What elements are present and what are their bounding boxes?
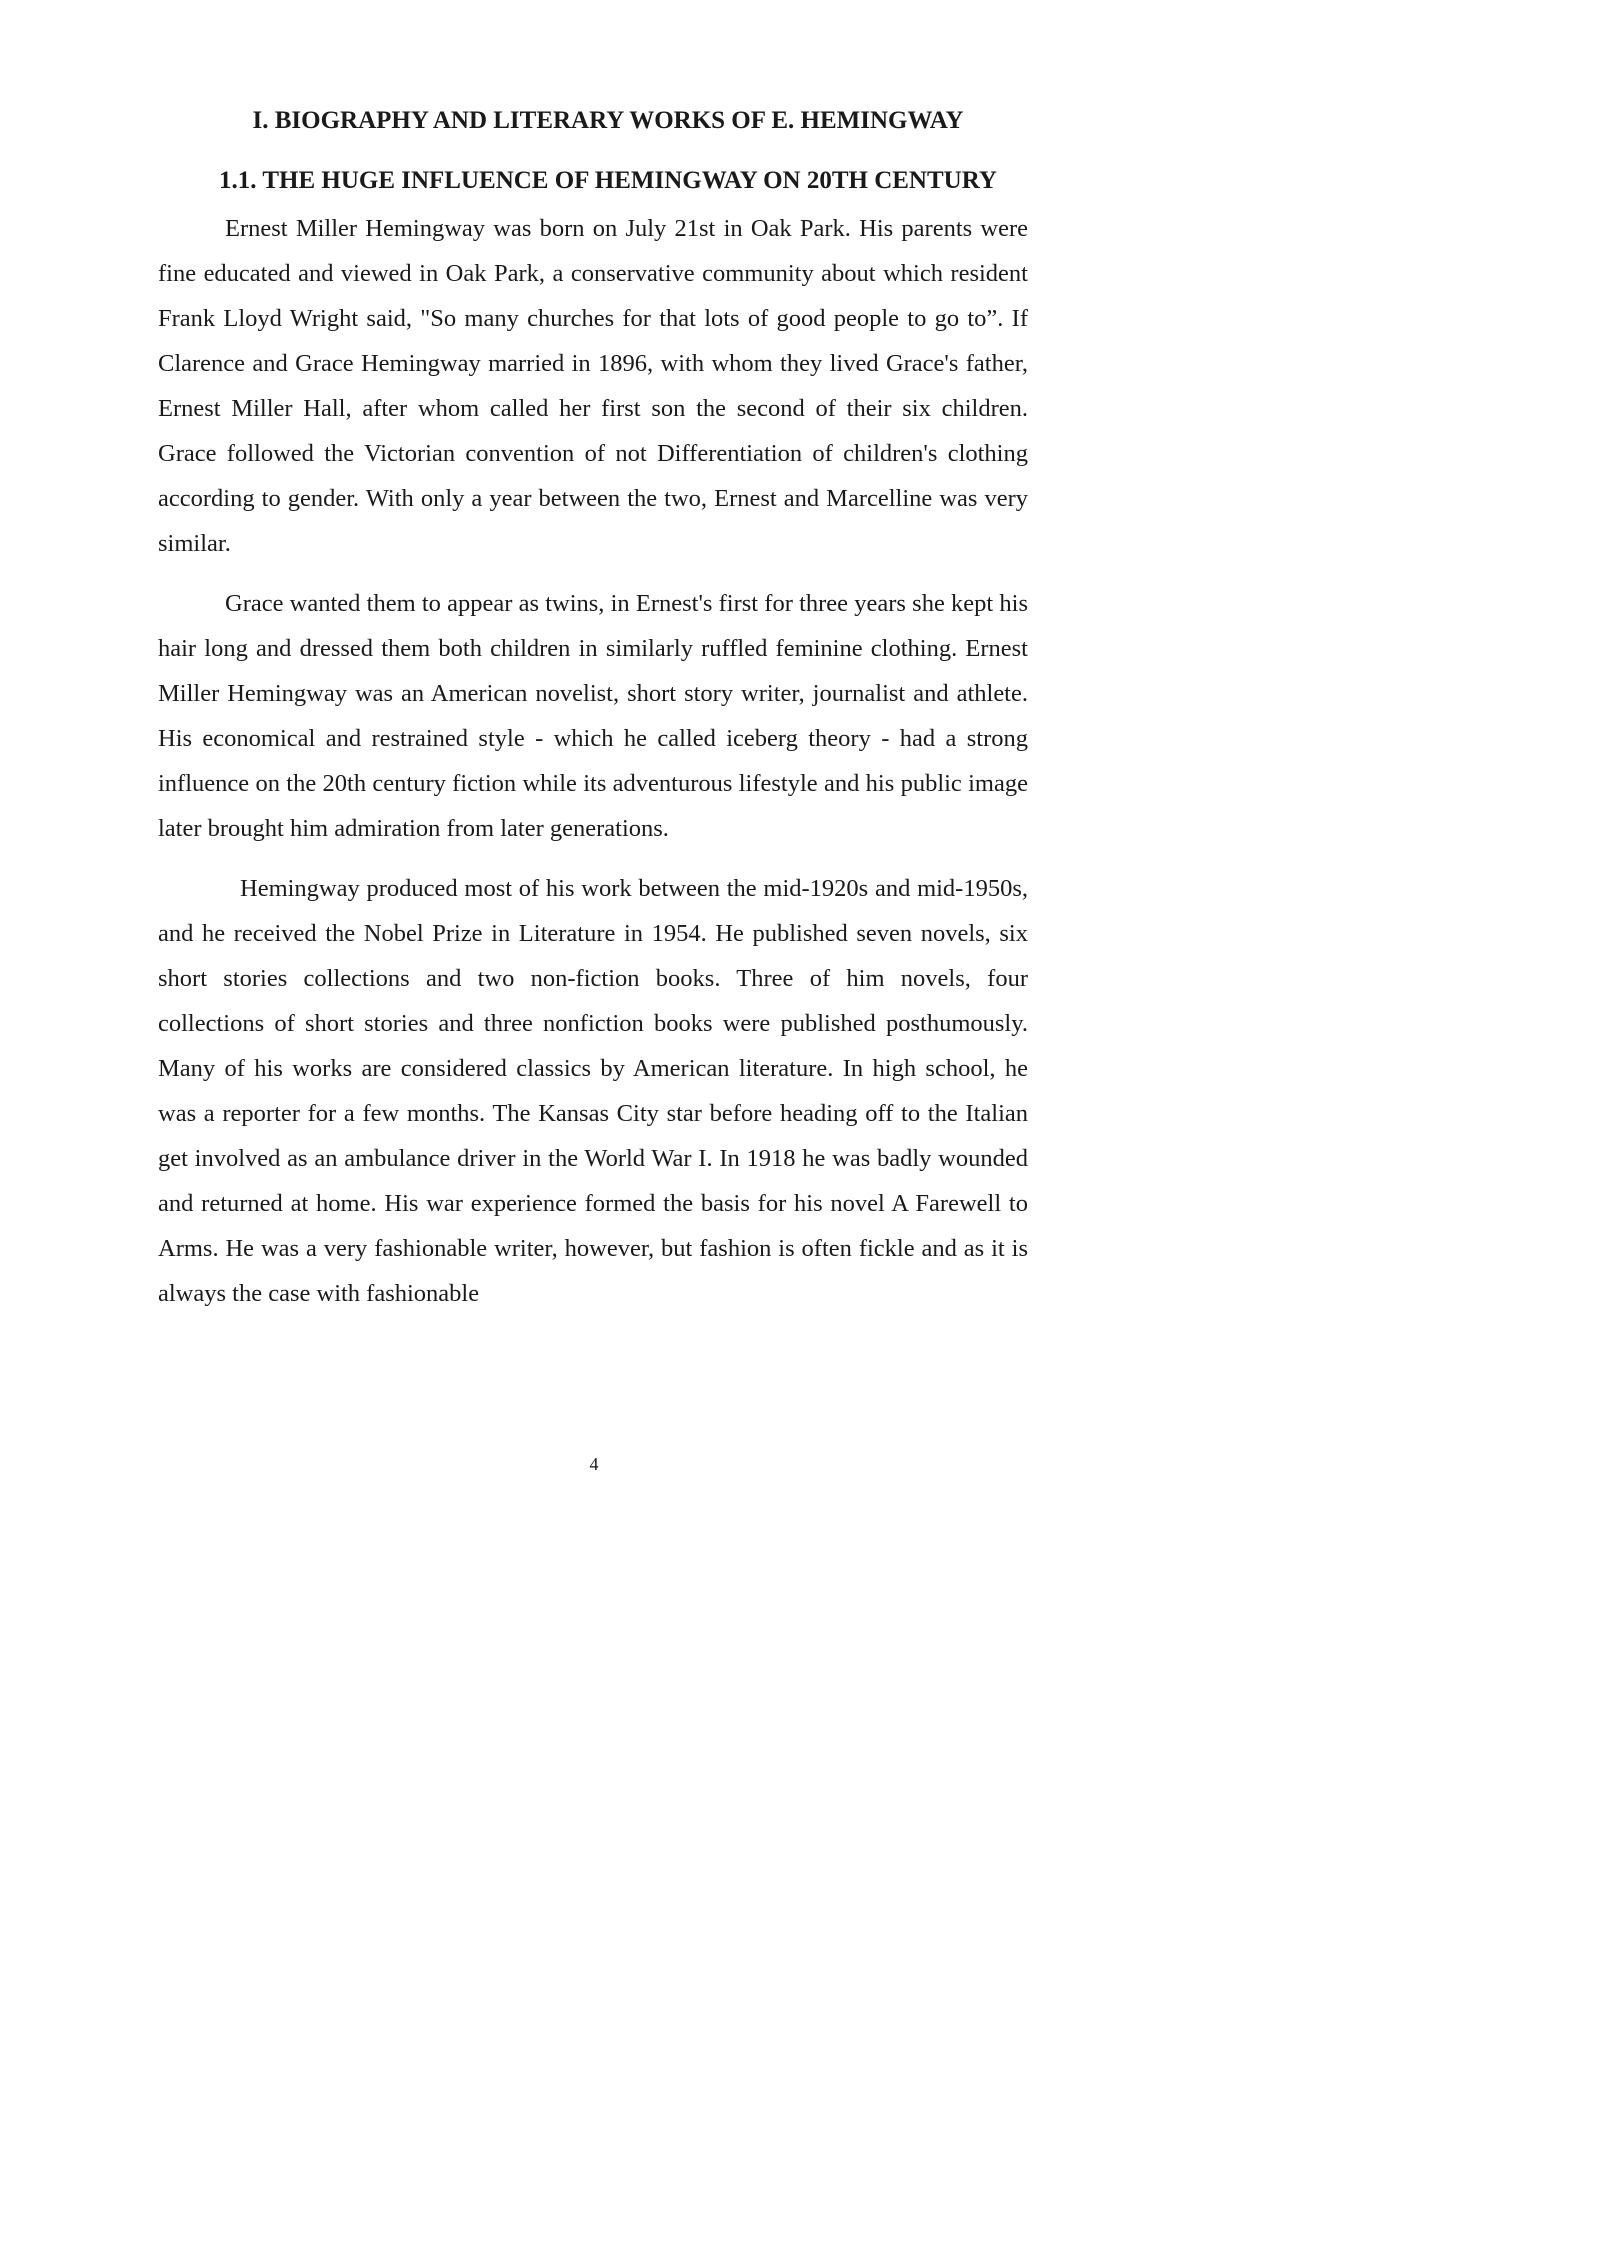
- document-page: [0, 0, 1108, 1567]
- chapter-heading: I. BIOGRAPHY AND LITERARY WORKS OF E. HEMINGWAY: [252, 107, 964, 134]
- paragraph-1: Ernest Miller Hemingway was born on July 21st in Oak Park. His parents were fine educated and viewed in Oak Park, a conservative community about which resident Frank Lloyd Wright said, "So many churches for that lots of good people to go to”. If Clarence and Grace Hemingway married in 1896, with whom they lived Grace's father, Ernest Miller Hall, after whom called her first son the second of their six children. Grace followed the Victorian convention of not Differentiation of children's clothing according to gender. With only a year between the two, Ernest and Marcelline was very similar.: [158, 215, 1028, 557]
- paragraph-3: Hemingway produced most of his work between the mid-1920s and mid-1950s, and he received the Nobel Prize in Literature in 1954. He published seven novels, six short stories collections and two non-fiction books. Three of him novels, four collections of short stories and three nonfiction books were published posthumously. Many of his works are considered classics by American literature. In high school, he was a reporter for a few months. The Kansas City star before heading off to the Italian get involved as an ambulance driver in the World War I. In 1918 he was badly wounded and returned at home. His war experience formed the basis for his novel A Farewell to Arms. He was a very fashionable writer, however, but fashion is often fickle and as it is always the case with fashionable: [158, 875, 1028, 1307]
- page-number: 4: [589, 1454, 599, 1474]
- paragraph-2: Grace wanted them to appear as twins, in Ernest's first for three years she kept his hair long and dressed them both children in similarly ruffled feminine clothing. Ernest Miller Hemingway was an American novelist, short story writer, journalist and athlete. His economical and restrained style - which he called iceberg theory - had a strong influence on the 20th century fiction while its adventurous lifestyle and his public image later brought him admiration from later generations.: [158, 590, 1028, 842]
- page-body: [158, 103, 1028, 1331]
- section-heading: 1.1. THE HUGE INFLUENCE OF HEMINGWAY ON 20TH CENTURY: [219, 167, 997, 194]
